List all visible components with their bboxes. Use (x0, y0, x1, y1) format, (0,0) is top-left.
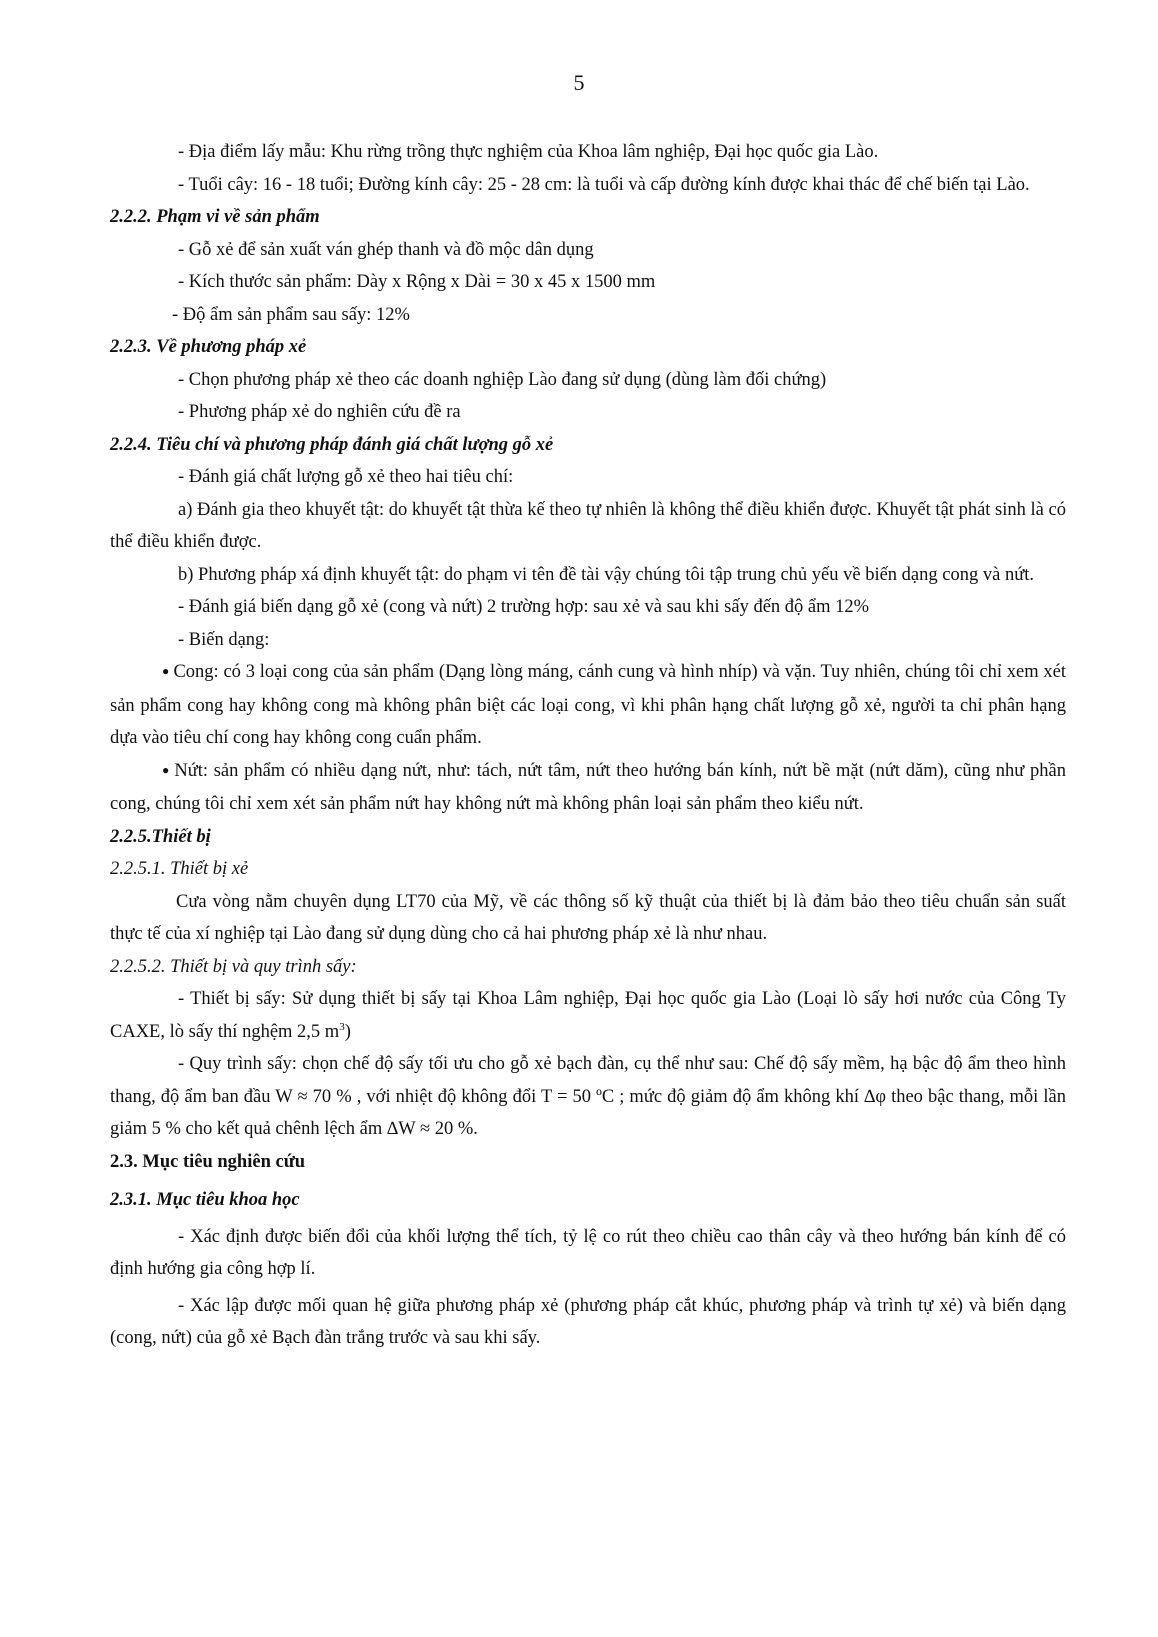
paragraph-sampling-location: - Địa điểm lấy mẫu: Khu rừng trồng thực nghiệm của Khoa lâm nghiệp, Đại học quốc gia Lào. (178, 142, 879, 162)
bullet-item-bending (110, 656, 1066, 755)
heading-2-3: 2.3. Mục tiêu nghiên cứu (110, 1151, 306, 1172)
heading-2-2-5-2: 2.2.5.2. Thiết bị và quy trình sấy: (110, 956, 357, 977)
paragraph-objective-2: - Xác lập được mối quan hệ giữa phương pháp xẻ (phương pháp cắt khúc, phương pháp và trình tự xẻ) và biến dạng (cong, nứt) của gỗ xẻ Bạch đàn trắng trước và sau khi sấy. (110, 1295, 1066, 1348)
paragraph-tree-age: - Tuổi cây: 16 - 18 tuổi; Đường kính cây: 25 - 28 cm: là tuổi và cấp đường kính được khai thác để chế biến tại Lào. (178, 174, 1030, 195)
bullet-text: Cong: có 3 loại cong của sản phẩm (Dạng lòng máng, cánh cung và hình nhíp) và vặn. Tuy nhiên, chúng tôi chỉ xem xét sản phẩm cong hay không cong mà không phân biệt các loại cong, vì khi phân hạng chất lượng gỗ xẻ, người ta chỉ phân hạng dựa vào tiêu chí cong hay không cong cuẩn phẩm. (110, 662, 1067, 748)
bullet-item-cracking (110, 755, 1066, 821)
heading-2-2-3: 2.2.3. Về phương pháp xẻ (110, 337, 307, 357)
paragraph-criteria-b: b) Phương pháp xá định khuyết tật: do phạm vi tên đề tài vậy chúng tôi tập trung chủ yếu về biến dạng cong và nứt. (178, 564, 1034, 585)
paragraph-product-use: - Gỗ xẻ để sản xuất ván ghép thanh và đồ mộc dân dụng (178, 239, 594, 260)
paragraph-drying-equipment: - Thiết bị sấy: Sử dụng thiết bị sấy tại Khoa Lâm nghiệp, Đại học quốc gia Lào (Loại lò sấy hơi nước của Công Ty CAXE, lò sấy thí nghệm 2,5 $m^3$) (110, 989, 1066, 1042)
heading-2-2-5: 2.2.5.Thiết bị (110, 826, 211, 847)
paragraph-method-control: - Chọn phương pháp xẻ theo các doanh nghiệp Lào đang sử dụng (dùng làm đối chứng) (178, 369, 827, 390)
paragraph-objective-1: - Xác định được biến đổi của khối lượng thể tích, tỷ lệ co rút theo chiều cao thân cây và theo hướng bán kính để có định hướng gia công hợp lí. (110, 1226, 1066, 1279)
bullet-icon: ● (162, 762, 171, 777)
heading-2-2-2: 2.2.2. Phạm vi về sản phẩm (110, 207, 320, 227)
paragraph-saw-equipment: Cưa vòng nằm chuyên dụng LT70 của Mỹ, về các thông số kỹ thuật của thiết bị là đảm bảo theo tiêu chuẩn sản suất thực tế của xí nghiệp tại Lào đang sử dụng dùng cho cả hai phương pháp xẻ là như nhau. (110, 891, 1066, 944)
paragraph-product-size: - Kích thước sản phẩm: Dày x Rộng x Dài = 30 x 45 x 1500 mm (178, 272, 656, 292)
paragraph-method-research: - Phương pháp xẻ do nghiên cứu đề ra (178, 402, 461, 422)
paragraph-quality-criteria: - Đánh giá chất lượng gỗ xẻ theo hai tiêu chí: (178, 467, 514, 487)
page-number: 5 (573, 70, 585, 95)
paragraph-drying-process: - Quy trình sấy: chọn chế độ sấy tối ưu cho gỗ xẻ bạch đàn, cụ thể như sau: Chế độ sấy mềm, hạ bậc độ ẩm theo hình thang, độ ẩm ban đầu W ≈ 70 % , với nhiệt độ không đổi T = 50 ºC ; mức độ giảm độ ẩm không khí ∆φ theo bậc thang, mỗi lần giảm 5 % cho kết quả chênh lệch ẩm ∆W ≈ 20 %. (110, 1054, 1066, 1139)
paragraph-product-moisture: - Độ ẩm sản phẩm sau sấy: 12% (172, 304, 410, 325)
heading-2-2-4: 2.2.4. Tiêu chí và phương pháp đánh giá chất lượng gỗ xẻ (110, 434, 554, 455)
bullet-icon: ● (162, 664, 170, 678)
paragraph-deformation: - Biến dạng: (178, 629, 270, 650)
paragraph-criteria-a: a) Đánh gia theo khuyết tật: do khuyết tật thừa kế theo tự nhiên là không thể điều khiển được. Khuyết tật phát sinh là có thể điều khiển được. (110, 499, 1066, 552)
heading-2-3-1: 2.3.1. Mục tiêu khoa học (110, 1190, 300, 1210)
document-body (110, 136, 1066, 1355)
bullet-text: Nứt: sản phẩm có nhiều dạng nứt, như: tách, nứt tâm, nứt theo hướng bán kính, nứt bề mặt (nứt dăm), cũng như phần cong, chúng tôi chỉ xem xét sản phẩm nứt hay không nứt mà không phân loại sản phẩm theo kiểu nứt. (110, 760, 1067, 814)
heading-2-2-5-1: 2.2.5.1. Thiết bị xẻ (110, 859, 249, 879)
paragraph-deformation-eval: - Đánh giá biến dạng gỗ xẻ (cong và nứt) 2 trường hợp: sau xẻ và sau khi sấy đến độ ẩm 12% (178, 597, 870, 617)
